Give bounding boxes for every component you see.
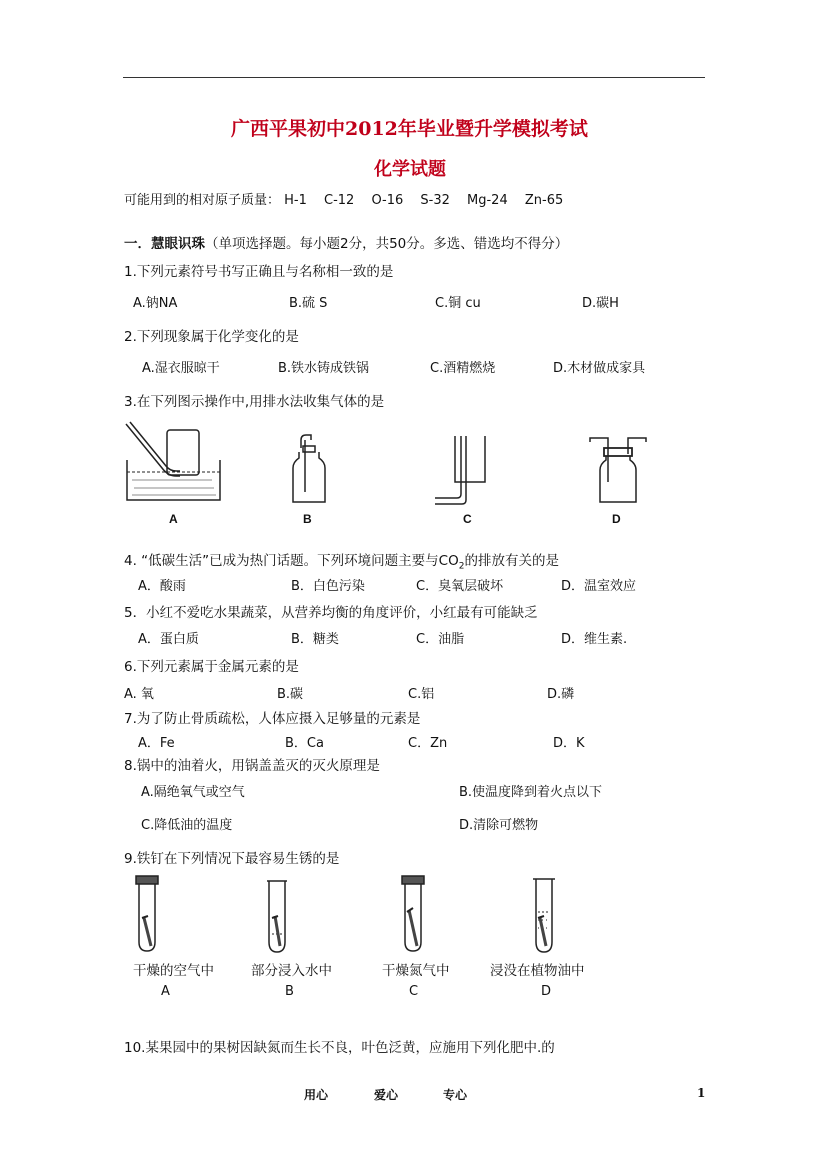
option-d: D.清除可燃物 (459, 818, 539, 833)
question-stem: 5．小红不爱吃水果蔬菜，从营养均衡的角度评价，小红最有可能缺乏 (124, 605, 538, 621)
question-stem: 7.为了防止骨质疏松，人体应摄入足够量的元素是 (124, 711, 421, 727)
question-stem: 8.锅中的油着火，用锅盖盖灭的灭火原理是 (124, 758, 380, 774)
option-a: A.湿衣服晾干 (142, 361, 220, 376)
option-b: B.硫 S (289, 296, 328, 311)
option-a: A.钠NA (133, 296, 178, 311)
test-tube-c-figure (400, 874, 426, 954)
section-name: 慧眼识珠 (151, 236, 205, 252)
stem-text: 的排放有关的是 (464, 553, 559, 569)
option-b: B.碳 (277, 687, 304, 702)
option-d: D.碳H (582, 296, 619, 311)
option-d: D．K (553, 736, 585, 751)
header-rule (123, 77, 705, 78)
option-d: D.磷 (547, 687, 575, 702)
option-d: D．温室效应 (561, 579, 637, 594)
option-c: C.铜 cu (435, 296, 481, 311)
tube-letter-b: B (285, 984, 294, 999)
option-b: B．Ca (285, 736, 324, 751)
option-c: C.铝 (408, 687, 435, 702)
question-stem (124, 549, 559, 572)
option-b: B.使温度降到着火点以下 (459, 785, 603, 800)
option-c: C.降低油的温度 (141, 818, 233, 833)
apparatus-a-figure (122, 420, 232, 505)
section-heading (124, 232, 568, 252)
option-b: B．糖类 (291, 632, 339, 647)
option-c: C．油脂 (416, 632, 465, 647)
tube-letter-c: C (409, 984, 419, 999)
figure-label-a: A (169, 512, 178, 526)
option-a: A．酸雨 (138, 579, 186, 594)
atomic-masses: 可能用到的相对原子质量： H-1 C-12 O-16 S-32 Mg-24 Zn-65 (124, 193, 564, 208)
exam-title: 广西平果初中2012年毕业暨升学模拟考试 (231, 118, 588, 140)
figure-label-c: C (463, 512, 472, 526)
figure-label-b: B (303, 512, 312, 526)
section-instructions: （单项选择题。每小题2分，共50分。多选、错选均不得分） (205, 236, 569, 252)
figure-label-d: D (612, 512, 621, 526)
page-number: 1 (697, 1086, 706, 1100)
apparatus-c-figure (433, 432, 493, 507)
exam-subtitle: 化学试题 (374, 159, 446, 180)
option-a: A.隔绝氧气或空气 (141, 785, 245, 800)
stem-text: 4. “低碳生活”已成为热门话题。下列环境问题主要与CO (124, 553, 459, 569)
question-stem: 10.某果园中的果树因缺氮而生长不良，叶色泛黄，应施用下列化肥中.的 (124, 1040, 555, 1056)
option-c: C．臭氧层破坏 (416, 579, 504, 594)
option-c: C.酒精燃烧 (430, 361, 496, 376)
tube-caption-d: 浸没在植物油中 (490, 963, 585, 979)
option-d: D.木材做成家具 (553, 361, 646, 376)
tube-caption-a: 干燥的空气中 (133, 963, 214, 979)
tube-caption-c: 干燥氮气中 (382, 963, 450, 979)
tube-caption-b: 部分浸入水中 (251, 963, 332, 979)
option-a: A．Fe (138, 736, 175, 751)
option-b: B.铁水铸成铁锅 (278, 361, 370, 376)
test-tube-b-figure (264, 878, 290, 956)
question-stem: 6.下列元素属于金属元素的是 (124, 659, 299, 675)
footer-motto-1: 用心 (304, 1088, 329, 1102)
footer-motto-3: 专心 (443, 1088, 468, 1102)
tube-letter-a: A (161, 984, 170, 999)
apparatus-d-figure (588, 432, 648, 507)
apparatus-b-figure (285, 432, 333, 507)
option-a: A．蛋白质 (138, 632, 199, 647)
option-d: D．维生素. (561, 632, 628, 647)
footer-motto-2: 爱心 (374, 1088, 399, 1102)
option-c: C．Zn (408, 736, 448, 751)
question-stem: 3.在下列图示操作中,用排水法收集气体的是 (124, 394, 385, 410)
option-b: B．白色污染 (291, 579, 365, 594)
test-tube-a-figure (134, 874, 160, 954)
section-number: 一． (124, 236, 151, 252)
question-stem: 1.下列元素符号书写正确且与名称相一致的是 (124, 264, 394, 280)
question-stem: 9.铁钉在下列情况下最容易生锈的是 (124, 851, 340, 867)
tube-letter-d: D (541, 984, 552, 999)
question-stem: 2.下列现象属于化学变化的是 (124, 329, 299, 345)
option-a: A. 氧 (124, 687, 154, 702)
subscript: 2 (458, 561, 465, 572)
test-tube-d-figure (530, 876, 558, 956)
